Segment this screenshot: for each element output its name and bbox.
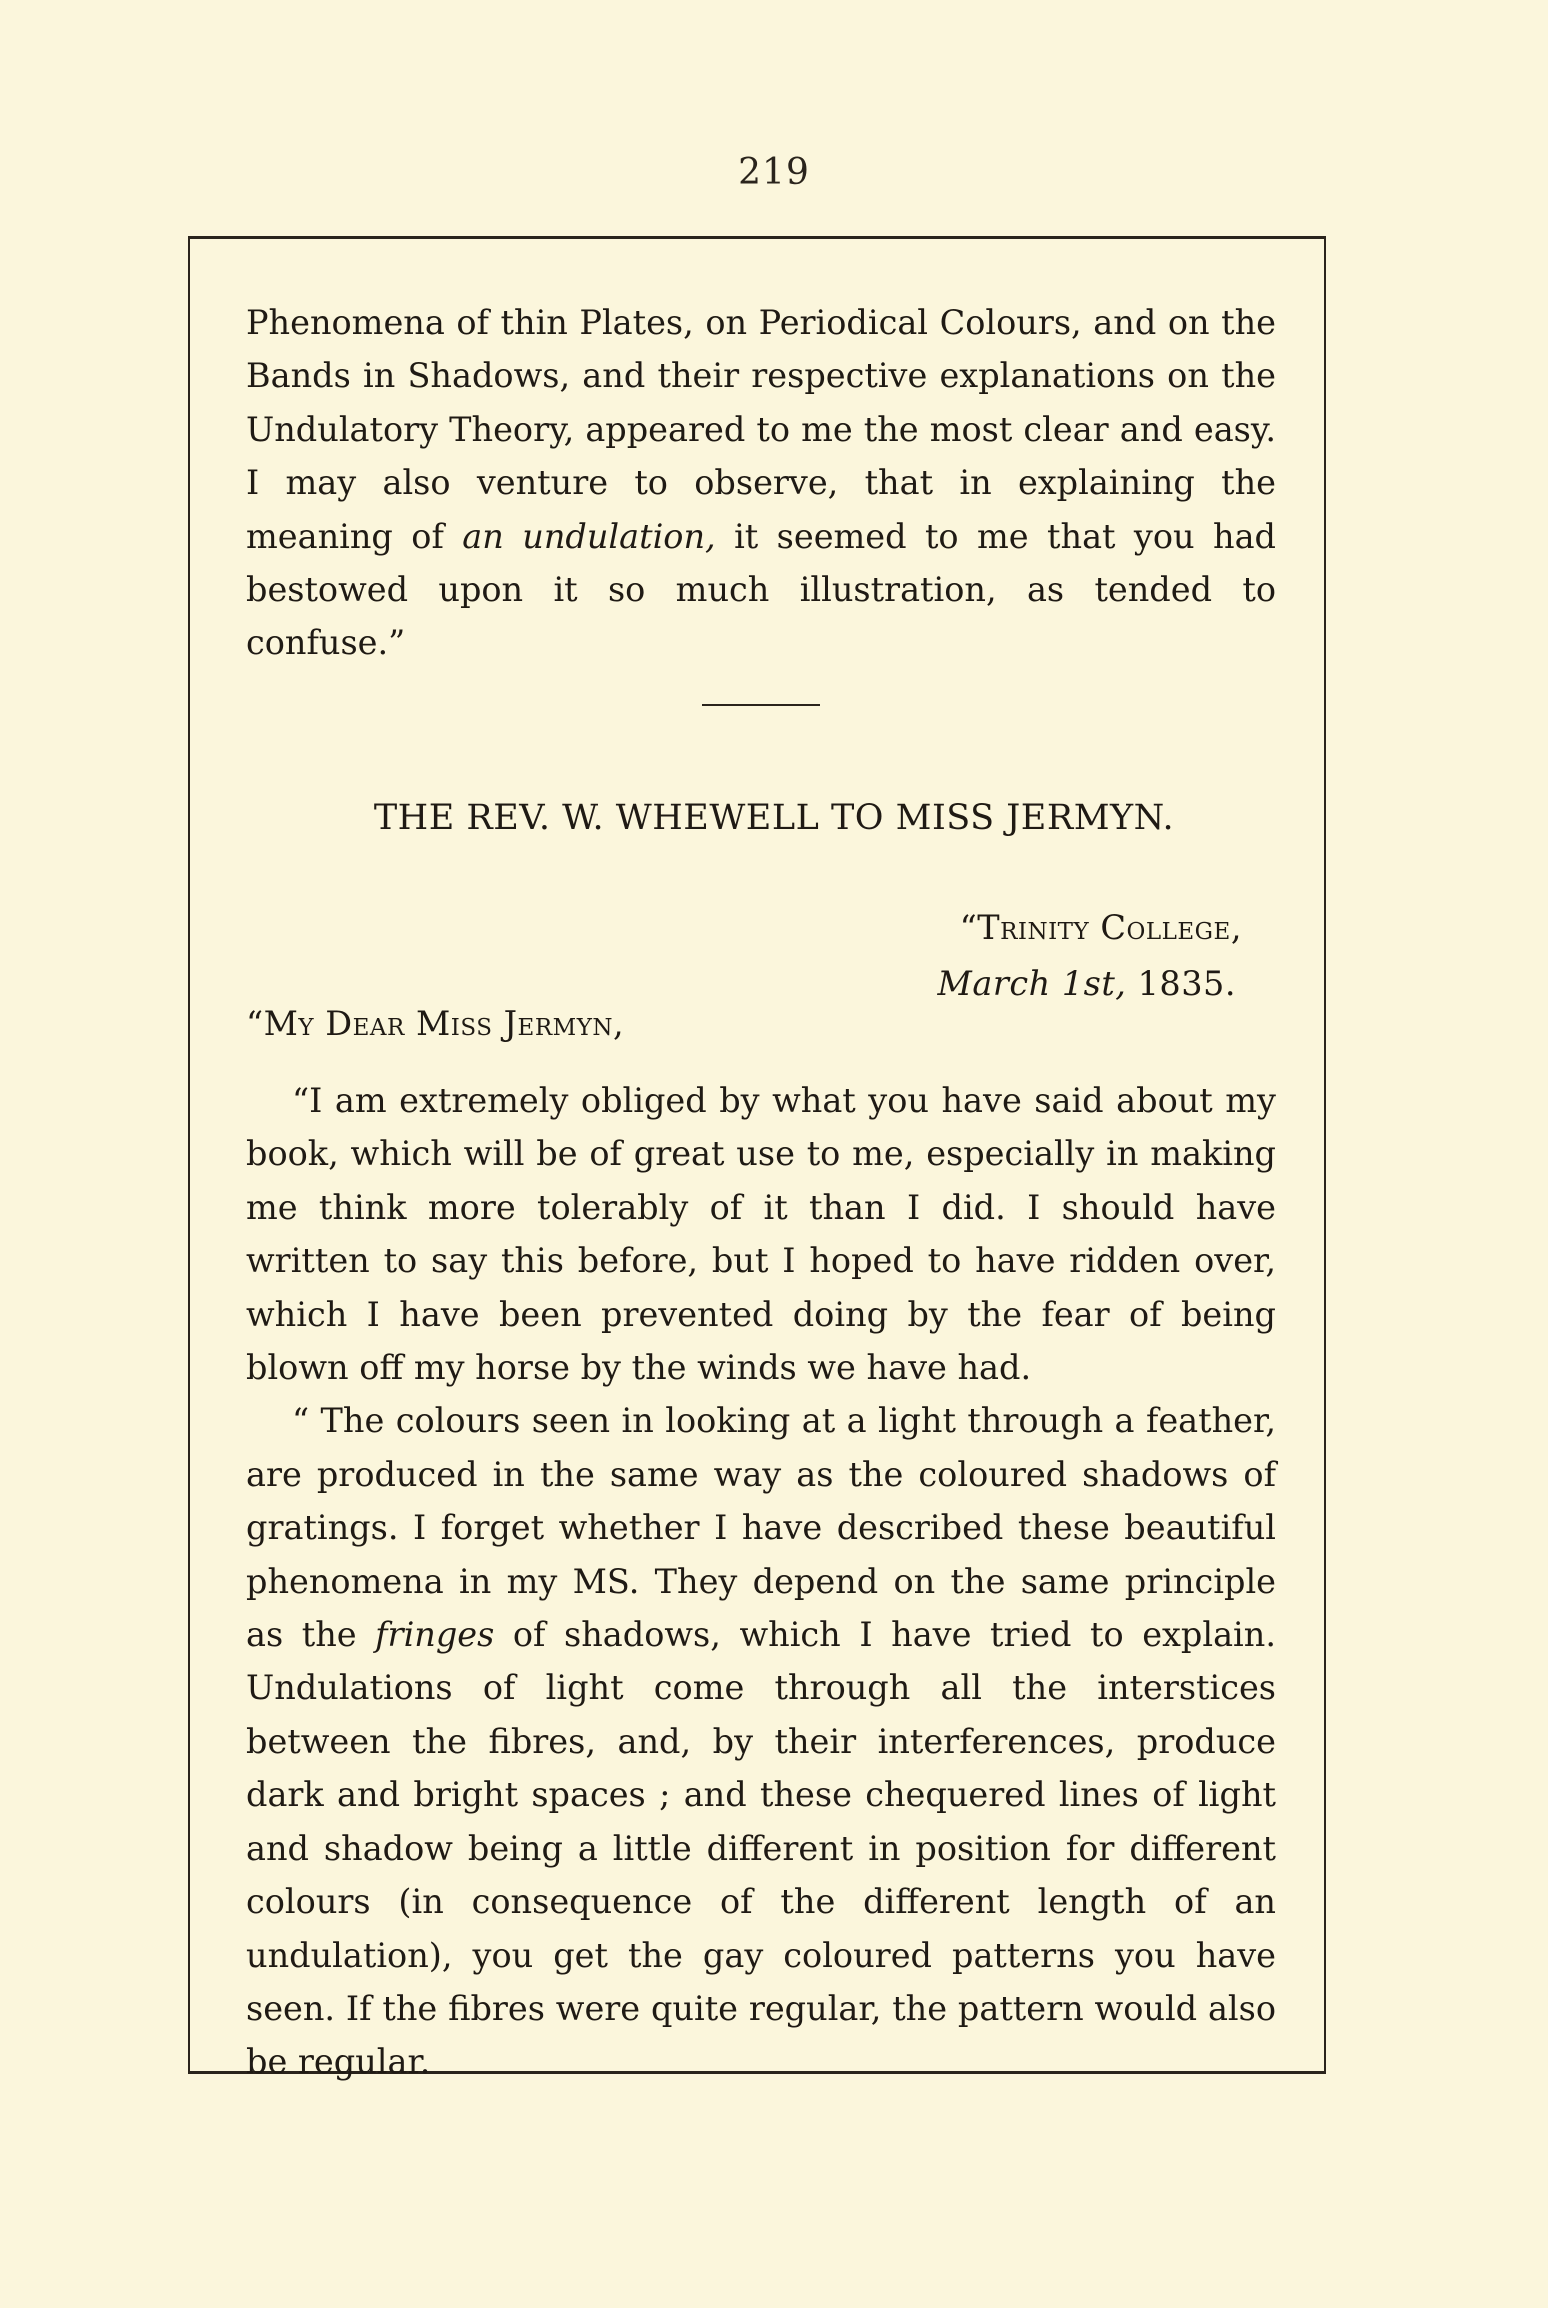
letter-paragraph-2-italic: fringes — [375, 1615, 495, 1655]
section-divider — [702, 704, 820, 706]
intro-italic-phrase: an undulation, — [462, 516, 716, 556]
letter-address: “Trinity College, — [959, 908, 1242, 947]
letter-body — [246, 1074, 1276, 2089]
intro-text-part2: it seemed to me that you had bestowed upon it so much illustration, as tended to confuse.” — [246, 516, 1276, 663]
intro-text-part1: Phenomena of thin Plates, on Periodical Colours, and on the Bands in Shadows, and their respective explanations on the Undulatory Theory, appeared to me the most clear and easy. I may also venture to observe, that in explaining the meaning of — [246, 303, 1276, 556]
letter-date — [938, 964, 1236, 1003]
letter-date-italic: March 1st, — [937, 964, 1127, 1003]
letter-paragraph-2 — [246, 1394, 1276, 2088]
page-number: 219 — [738, 152, 810, 193]
letter-paragraph-1: “I am extremely obliged by what you have said about my book, which will be of great use to me, especially in making me think more tolerably of it than I did. I should have written to say this before, but I hoped to have ridden over, which I have been prevented doing by the fear of being blown off my horse by the winds we have had. — [246, 1081, 1276, 1388]
intro-paragraph — [246, 296, 1276, 670]
letter-paragraph-2-part2: of shadows, which I have tried to explain. Undulations of light come through all the interstices between the fibres, and, by their interferences, produce dark and bright spaces ; and these chequered lines of light and shadow being a little different in position for different colours (in consequence of the different length of an undulation), you get the gay coloured patterns you have seen. If the fibres were quite regular, the pattern would also be regular. — [246, 1615, 1276, 2082]
letter-heading: THE REV. W. WHEWELL TO MISS JERMYN. — [373, 798, 1175, 838]
letter-salutation: “My Dear Miss Jermyn, — [246, 1004, 625, 1043]
letter-date-year: 1835. — [1126, 964, 1236, 1003]
letter-paragraph-2-part1: “ The colours seen in looking at a light through a feather, are produced in the same way as the coloured shadows of gratings. I forget whether I have described these beautiful phenomena in my MS. They depend on the same principle as the — [246, 1401, 1276, 1655]
